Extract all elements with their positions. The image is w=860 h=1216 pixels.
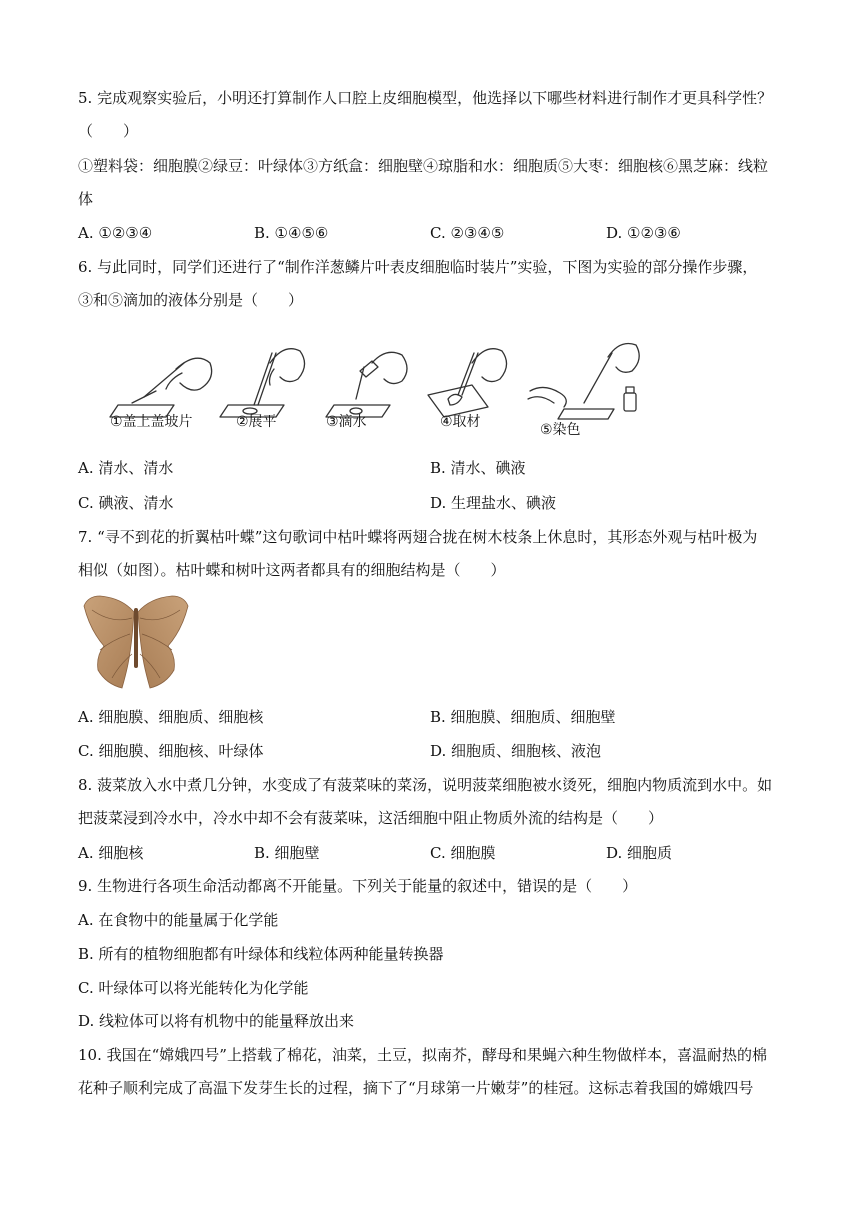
q9-stem-line1: 9. 生物进行各项生命活动都离不开能量。下列关于能量的叙述中，错误的是（ ） [78, 877, 638, 895]
q8-option-a[interactable]: A. 细胞核 [78, 844, 144, 862]
step-captions [110, 413, 581, 438]
q6-stem-line1: 6. 与此同时，同学们还进行了“制作洋葱鳞片叶表皮细胞临时装片”实验，下图为实验的部分操作步骤， [78, 258, 758, 276]
q7-stem-line1: 7. “寻不到花的折翼枯叶蝶”这句歌词中枯叶蝶将两翅合拢在树木枝条上休息时，其形态外观与枯叶极为 [78, 528, 758, 546]
q8-option-c[interactable]: C. 细胞膜 [430, 844, 496, 862]
q10-stem-line1: 10. 我国在“嫦娥四号”上搭载了棉花，油菜，土豆，拟南芥，酵母和果蝇六种生物做样本，喜温耐热的棉 [78, 1046, 767, 1064]
step5-caption: ⑤染色 [540, 422, 581, 438]
q9-option-b[interactable]: B. 所有的植物细胞都有叶绿体和线粒体两种能量转换器 [78, 945, 444, 963]
step3-caption: ③滴水 [326, 414, 367, 430]
dead-leaf-butterfly-image [82, 594, 190, 690]
step2-drawing [220, 349, 305, 417]
q5-items-line1: ①塑料袋：细胞膜②绿豆：叶绿体③方纸盒：细胞壁④琼脂和水：细胞质⑤大枣：细胞核⑥黑芝麻：线粒 [78, 157, 769, 175]
step4-caption: ④取材 [440, 414, 481, 430]
slide-preparation-figure [104, 333, 664, 443]
q5-stem-line1: 5. 完成观察实验后，小明还打算制作人口腔上皮细胞模型，他选择以下哪些材料进行制作才更具科学性？ [78, 89, 773, 107]
q8-option-b[interactable]: B. 细胞壁 [254, 844, 320, 862]
q6-option-c[interactable]: C. 碘液、清水 [78, 494, 174, 512]
butterfly-drawing [82, 594, 190, 690]
q9-option-a[interactable]: A. 在食物中的能量属于化学能 [78, 911, 279, 929]
q9-option-c[interactable]: C. 叶绿体可以将光能转化为化学能 [78, 979, 309, 997]
q7-option-a[interactable]: A. 细胞膜、细胞质、细胞核 [78, 708, 264, 726]
q6-option-b[interactable]: B. 清水、碘液 [430, 459, 526, 477]
q10-stem-line2: 花种子顺利完成了高温下发芽生长的过程，摘下了“月球第一片嫩芽”的桂冠。这标志着我国的嫦娥四号 [78, 1079, 754, 1097]
q8-option-d[interactable]: D. 细胞质 [606, 844, 673, 862]
q7-option-c[interactable]: C. 细胞膜、细胞核、叶绿体 [78, 742, 264, 760]
q7-stem-line2: 相似（如图）。枯叶蝶和树叶这两者都具有的细胞结构是（ ） [78, 561, 506, 579]
q8-stem-line1: 8. 菠菜放入水中煮几分钟，水变成了有菠菜味的菜汤，说明菠菜细胞被水烫死，细胞内物质流到水中。如 [78, 776, 773, 794]
slide-preparation-drawing [104, 333, 664, 443]
q6-option-a[interactable]: A. 清水、清水 [78, 459, 174, 477]
q5-option-b[interactable]: B. ①④⑤⑥ [254, 224, 329, 242]
q5-stem-line2: （ ） [78, 122, 139, 140]
q5-items-line2: 体 [78, 190, 94, 208]
step2-caption: ②展平 [236, 414, 277, 430]
step1-caption: ①盖上盖玻片 [110, 414, 193, 430]
q5-option-a[interactable]: A. ①②③④ [78, 224, 153, 242]
q8-stem-line2: 把菠菜浸到冷水中，冷水中却不会有菠菜味，这活细胞中阻止物质外流的结构是（ ） [78, 809, 664, 827]
q5-option-c[interactable]: C. ②③④⑤ [430, 224, 505, 242]
step1-drawing [110, 358, 212, 417]
q7-option-d[interactable]: D. 细胞质、细胞核、液泡 [430, 742, 602, 760]
step3-drawing [326, 352, 407, 417]
q5-option-d[interactable]: D. ①②③⑥ [606, 224, 681, 242]
step4-drawing [428, 349, 507, 417]
q6-option-d[interactable]: D. 生理盐水、碘液 [430, 494, 557, 512]
q7-option-b[interactable]: B. 细胞膜、细胞质、细胞壁 [430, 708, 616, 726]
q9-option-d[interactable]: D. 线粒体可以将有机物中的能量释放出来 [78, 1012, 355, 1030]
q6-stem-line2: ③和⑤滴加的液体分别是（ ） [78, 291, 304, 309]
step5-drawing [528, 344, 639, 420]
